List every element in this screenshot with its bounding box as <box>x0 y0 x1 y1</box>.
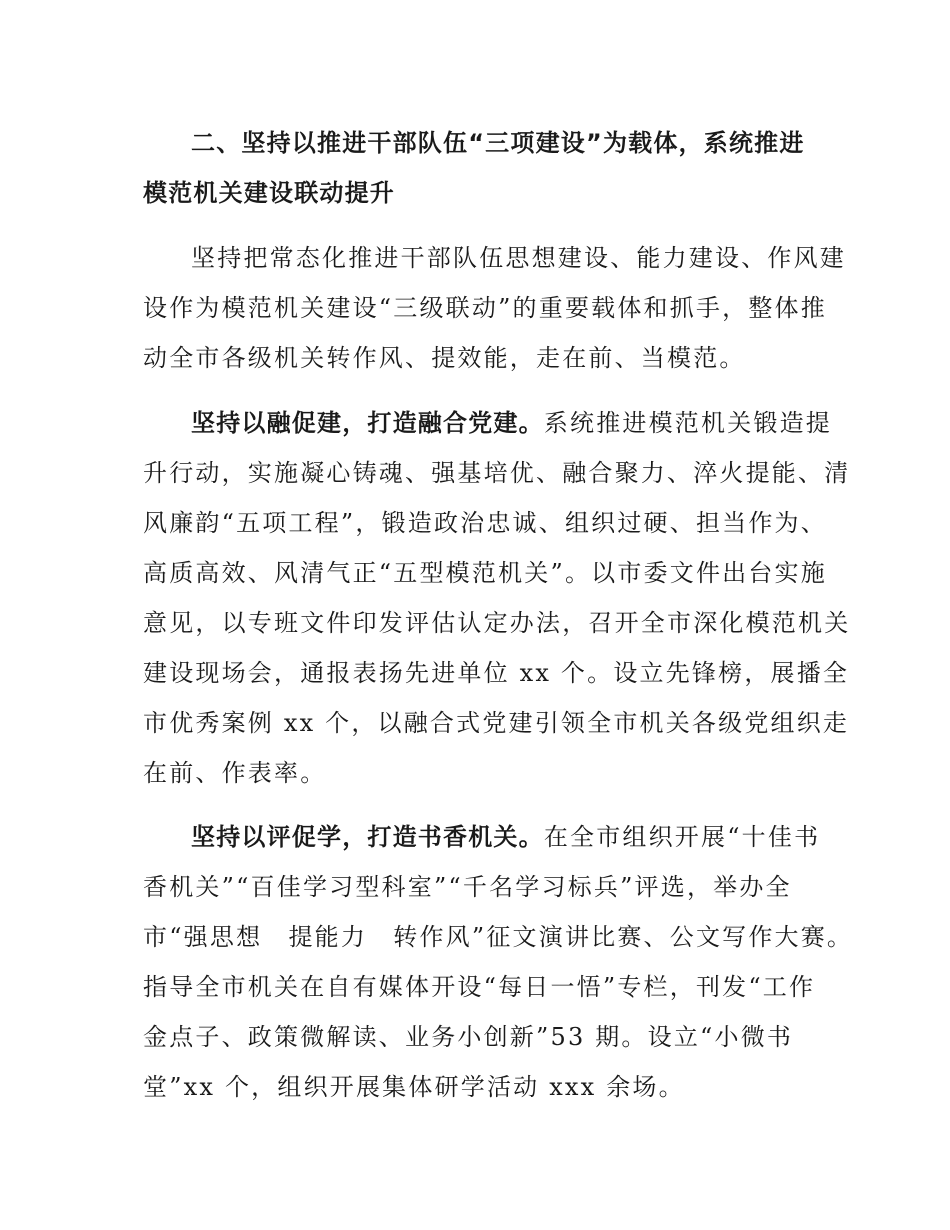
para2-line-7: 市优秀案例 xx 个，以融合式党建引领全市机关各级党组织走 <box>143 709 850 737</box>
para2-line-1 <box>191 408 832 438</box>
para3-line-1 <box>191 822 820 852</box>
para3-line-6: 堂”xx 个，组织开展集体研学活动 xxx 余场。 <box>143 1073 685 1101</box>
para2-line-8: 在前、作表率。 <box>143 759 327 787</box>
para2-lead: 坚持以融促建，打造融合党建。 <box>191 409 544 437</box>
para2-line-3: 风廉韵“五项工程”，锻造政治忠诚、组织过硬、担当作为、 <box>143 509 827 537</box>
para2-first-rest: 系统推进模范机关锻造提 <box>543 409 833 437</box>
para3-lead: 坚持以评促学，打造书香机关。 <box>191 823 544 851</box>
para2-line-4: 高质高效、风清气正“五型模范机关”。以市委文件出台实施 <box>143 559 827 587</box>
para1-line-2: 设作为模范机关建设“三级联动”的重要载体和抓手，整体推 <box>143 294 827 322</box>
para1-line-1: 坚持把常态化推进干部队伍思想建设、能力建设、作风建 <box>191 244 846 272</box>
para2-line-2: 升行动，实施凝心铸魂、强基培优、融合聚力、淬火提能、清 <box>143 459 851 487</box>
para3-line-2: 香机关”“百佳学习型科室”“千名学习标兵”评选，举办全 <box>143 873 792 901</box>
para3-line-5: 金点子、政策微解读、业务小创新”53 期。设立“小微书 <box>143 1023 794 1051</box>
section-heading-line-2: 模范机关建设联动提升 <box>143 179 395 207</box>
para3-line-3: 市“强思想 提能力 转作风”征文演讲比赛、公文写作大赛。 <box>143 923 854 951</box>
para2-line-6: 建设现场会，通报表扬先进单位 xx 个。设立先锋榜，展播全 <box>143 659 850 687</box>
para3-first-rest: 在全市组织开展“十佳书 <box>543 823 821 851</box>
para2-line-5: 意见，以专班文件印发评估认定办法，召开全市深化模范机关 <box>143 609 851 637</box>
para1-line-3: 动全市各级机关转作风、提效能，走在前、当模范。 <box>143 344 746 372</box>
para3-line-4: 指导全市机关在自有媒体开设“每日一悟”专栏，刊发“工作 <box>143 973 816 1001</box>
section-heading-line-1: 二、坚持以推进干部队伍“三项建设”为载体，系统推进 <box>191 129 805 157</box>
